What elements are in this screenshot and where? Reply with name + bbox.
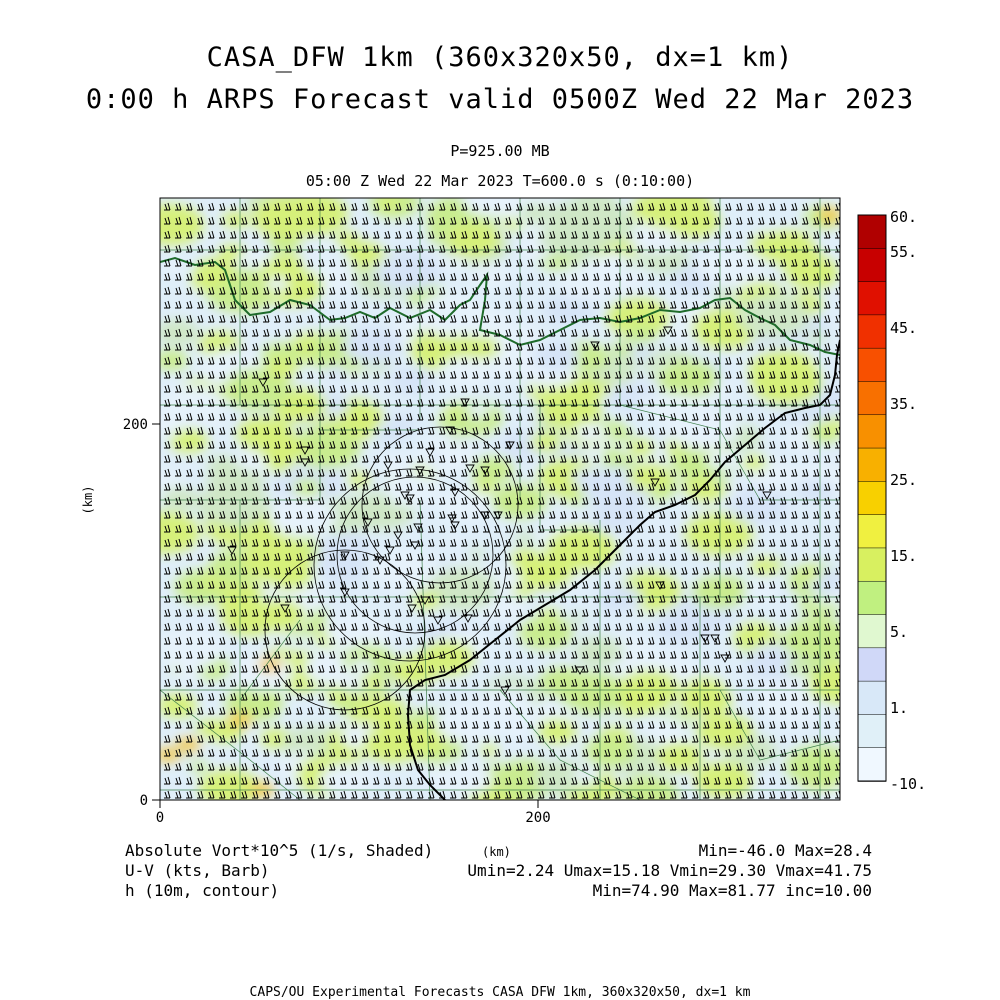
shading-cell bbox=[511, 549, 543, 569]
colorbar-segment bbox=[858, 282, 886, 316]
colorbar-segment bbox=[858, 615, 886, 649]
colorbar-label: 55. bbox=[890, 243, 918, 261]
shading-cell bbox=[438, 357, 492, 390]
colorbar-label: 5. bbox=[890, 623, 909, 641]
shading-cell bbox=[462, 336, 499, 359]
colorbar-segment bbox=[858, 515, 886, 549]
colorbar bbox=[858, 215, 886, 782]
shading-cell bbox=[462, 181, 519, 216]
colorbar-segment bbox=[858, 681, 886, 715]
x-tick-200: 200 bbox=[525, 810, 551, 826]
colorbar-label: 35. bbox=[890, 395, 918, 413]
colorbar-label: 45. bbox=[890, 319, 918, 337]
colorbar-label: 60. bbox=[890, 208, 918, 226]
plot-title-line2: 0:00 h ARPS Forecast valid 0500Z Wed 22 Mar 2023 bbox=[85, 84, 915, 115]
shading-cell bbox=[252, 599, 304, 631]
shading-cell bbox=[571, 205, 636, 245]
shading-cell bbox=[156, 319, 199, 346]
colorbar-segment bbox=[858, 215, 886, 249]
shading-cell bbox=[806, 331, 826, 343]
shading-cell bbox=[618, 776, 678, 813]
shading-cell bbox=[539, 390, 602, 429]
colorbar-segment bbox=[858, 481, 886, 515]
shading-cell bbox=[222, 211, 250, 228]
y-tick-0: 0 bbox=[139, 793, 148, 809]
pressure-level-label: P=925.00 MB bbox=[450, 142, 550, 160]
shading-cell bbox=[650, 186, 713, 225]
shading-cell bbox=[376, 251, 442, 292]
map-plot-area bbox=[132, 181, 867, 814]
valid-time-label: 05:00 Z Wed 22 Mar 2023 T=600.0 s (0:10:00) bbox=[305, 172, 695, 190]
shading-cell bbox=[480, 744, 499, 755]
shading-cell bbox=[337, 700, 359, 713]
shading-cell bbox=[325, 365, 347, 378]
shading-cell bbox=[694, 762, 752, 798]
x-axis bbox=[160, 800, 538, 808]
shading-cell bbox=[574, 423, 604, 442]
shading-cell bbox=[658, 360, 719, 397]
colorbar-segment bbox=[858, 315, 886, 349]
colorbar-segment bbox=[858, 648, 886, 682]
shading-cell bbox=[656, 742, 703, 771]
colorbar-labels bbox=[890, 208, 926, 793]
shading-cell bbox=[598, 252, 628, 271]
shading-cell bbox=[560, 672, 628, 714]
shading-cell bbox=[751, 361, 823, 405]
height-range: Min=74.90 Max=81.77 inc=10.00 bbox=[592, 881, 872, 900]
shading-cell bbox=[469, 263, 510, 288]
colorbar-label: 25. bbox=[890, 471, 918, 489]
colorbar-label: -10. bbox=[890, 775, 927, 793]
shading-cell bbox=[271, 255, 302, 274]
plot-title-line1: CASA_DFW 1km (360x320x50, dx=1 km) bbox=[206, 42, 794, 73]
shading-cell bbox=[242, 539, 313, 583]
shading-cell bbox=[618, 670, 680, 708]
colorbar-segment bbox=[858, 548, 886, 582]
shading-cell bbox=[312, 243, 332, 255]
legend-height: h (10m, contour) bbox=[125, 881, 280, 900]
y-axis bbox=[152, 424, 160, 800]
colorbar-segment bbox=[858, 714, 886, 748]
shading-cell bbox=[412, 592, 440, 609]
y-tick-200: 200 bbox=[122, 417, 148, 433]
shading-cell bbox=[519, 616, 573, 649]
colorbar-segment bbox=[858, 415, 886, 449]
shading-cell bbox=[546, 528, 617, 572]
shading-cell bbox=[411, 711, 439, 728]
shading-cell bbox=[574, 637, 623, 667]
shading-cell bbox=[417, 292, 490, 337]
shading-cell bbox=[530, 432, 562, 452]
shading-cell bbox=[626, 324, 658, 343]
shading-cell bbox=[293, 479, 322, 497]
shading-cell bbox=[361, 676, 386, 691]
y-axis-unit: (km) bbox=[81, 485, 95, 515]
shading-cell bbox=[435, 701, 505, 744]
colorbar-label: 1. bbox=[890, 699, 909, 717]
shading-cell bbox=[697, 714, 753, 749]
shading-cell bbox=[515, 266, 531, 276]
shading-cell bbox=[668, 326, 692, 341]
legend-vorticity: Absolute Vort*10^5 (1/s, Shaded) bbox=[125, 841, 434, 860]
colorbar-segment bbox=[858, 448, 886, 482]
x-axis-unit: (km) bbox=[482, 845, 511, 859]
credit-line: CAPS/OU Experimental Forecasts CASA DFW 1km, 360x320x50, dx=1 km bbox=[249, 985, 751, 1000]
shading-cell bbox=[571, 468, 605, 489]
wind-range: Umin=2.24 Umax=15.18 Vmin=29.30 Vmax=41.75 bbox=[467, 861, 872, 880]
colorbar-segment bbox=[858, 381, 886, 415]
shading-cell bbox=[519, 203, 553, 224]
colorbar-segment bbox=[858, 348, 886, 382]
shading-cell bbox=[389, 367, 432, 394]
vorticity-range: Min=-46.0 Max=28.4 bbox=[698, 841, 872, 860]
colorbar-label: 15. bbox=[890, 547, 918, 565]
colorbar-segment bbox=[858, 748, 886, 782]
shading-cell bbox=[207, 455, 238, 474]
colorbar-segment bbox=[858, 581, 886, 615]
shading-cell bbox=[351, 659, 374, 673]
legend-wind: U-V (kts, Barb) bbox=[125, 861, 270, 880]
x-tick-0: 0 bbox=[155, 810, 165, 826]
shading-cell bbox=[375, 421, 411, 443]
shading-cell bbox=[265, 358, 297, 378]
shading-cell bbox=[161, 487, 199, 510]
shading-cell bbox=[137, 204, 204, 245]
colorbar-segment bbox=[858, 248, 886, 282]
